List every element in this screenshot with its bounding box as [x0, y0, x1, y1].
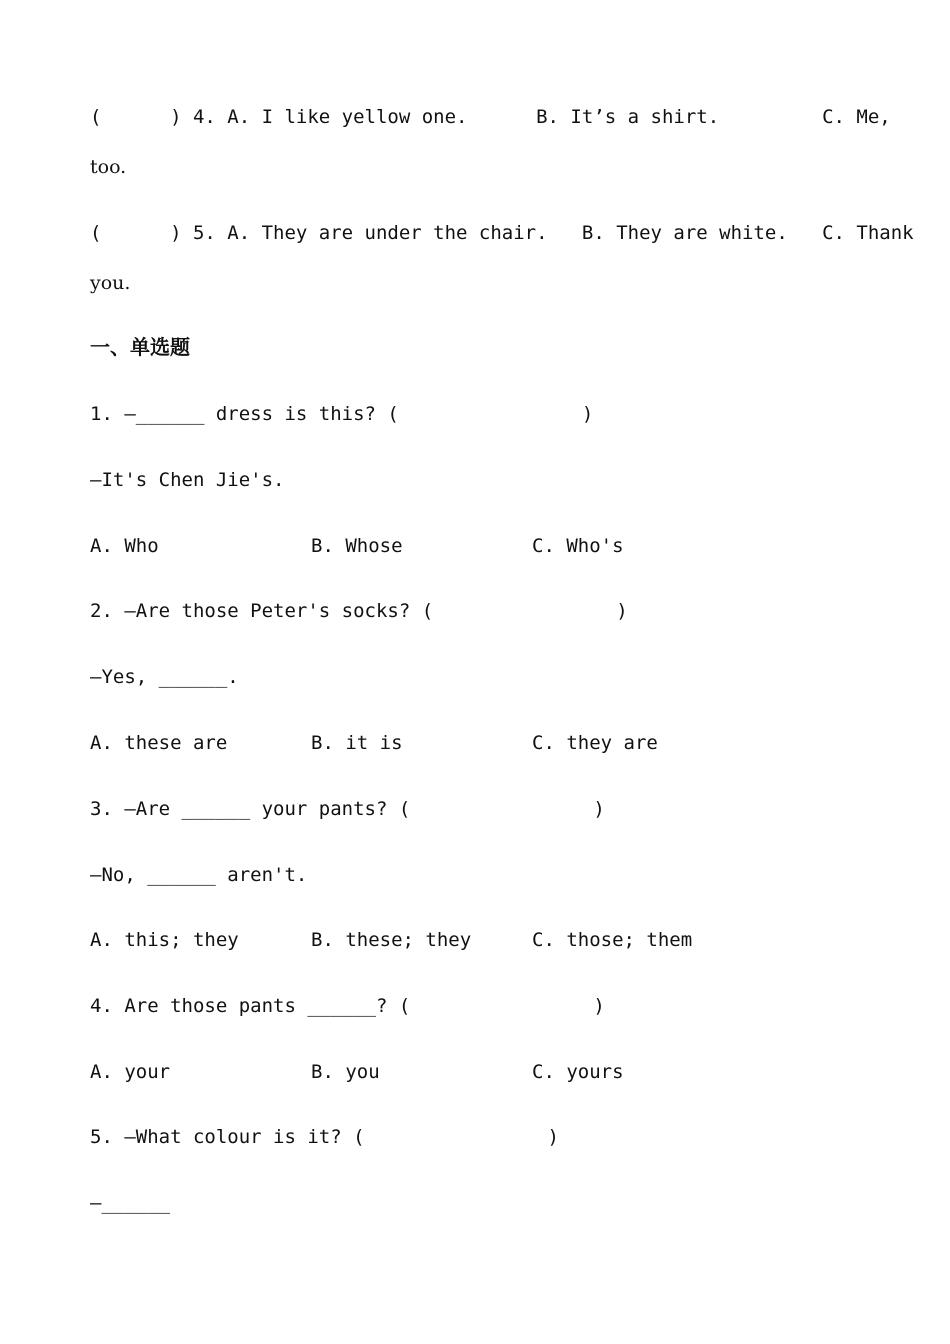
- question-3-option-b[interactable]: B. these; they: [311, 929, 472, 951]
- question-1-option-a[interactable]: A. Who: [90, 535, 159, 557]
- question-1-option-c[interactable]: C. Who's: [532, 535, 624, 557]
- question-2-option-a[interactable]: A. these are: [90, 732, 228, 754]
- question-4-option-b[interactable]: B. you: [311, 1061, 380, 1083]
- listening-q4-line2: too.: [90, 156, 127, 178]
- question-3-option-a[interactable]: A. this; they: [90, 929, 239, 951]
- question-1-answer-line: —It's Chen Jie's.: [90, 469, 285, 491]
- question-1-stem: 1. —______ dress is this? ( ): [90, 403, 594, 425]
- listening-q5-line2: you.: [90, 272, 131, 294]
- question-2-option-b[interactable]: B. it is: [311, 732, 403, 754]
- question-1-option-b[interactable]: B. Whose: [311, 535, 403, 557]
- listening-q4-line1: ( ) 4. A. I like yellow one. B. It’s a shirt. C. Me,: [90, 106, 891, 128]
- question-2-answer-line: —Yes, ______.: [90, 666, 239, 688]
- question-5-answer-line: —______: [90, 1192, 171, 1214]
- question-3-answer-line: —No, ______ aren't.: [90, 864, 308, 886]
- question-5-stem: 5. —What colour is it? ( ): [90, 1126, 559, 1148]
- question-2-option-c[interactable]: C. they are: [532, 732, 658, 754]
- question-2-stem: 2. —Are those Peter's socks? ( ): [90, 600, 628, 622]
- question-4-option-c[interactable]: C. yours: [532, 1061, 624, 1083]
- listening-q5-line1: ( ) 5. A. They are under the chair. B. They are white. C. Thank: [90, 222, 914, 244]
- question-3-option-c[interactable]: C. those; them: [532, 929, 693, 951]
- section-title: 一、单选题: [90, 335, 190, 359]
- question-3-stem: 3. —Are ______ your pants? ( ): [90, 798, 605, 820]
- question-4-option-a[interactable]: A. your: [90, 1061, 171, 1083]
- question-4-stem: 4. Are those pants ______? ( ): [90, 995, 605, 1017]
